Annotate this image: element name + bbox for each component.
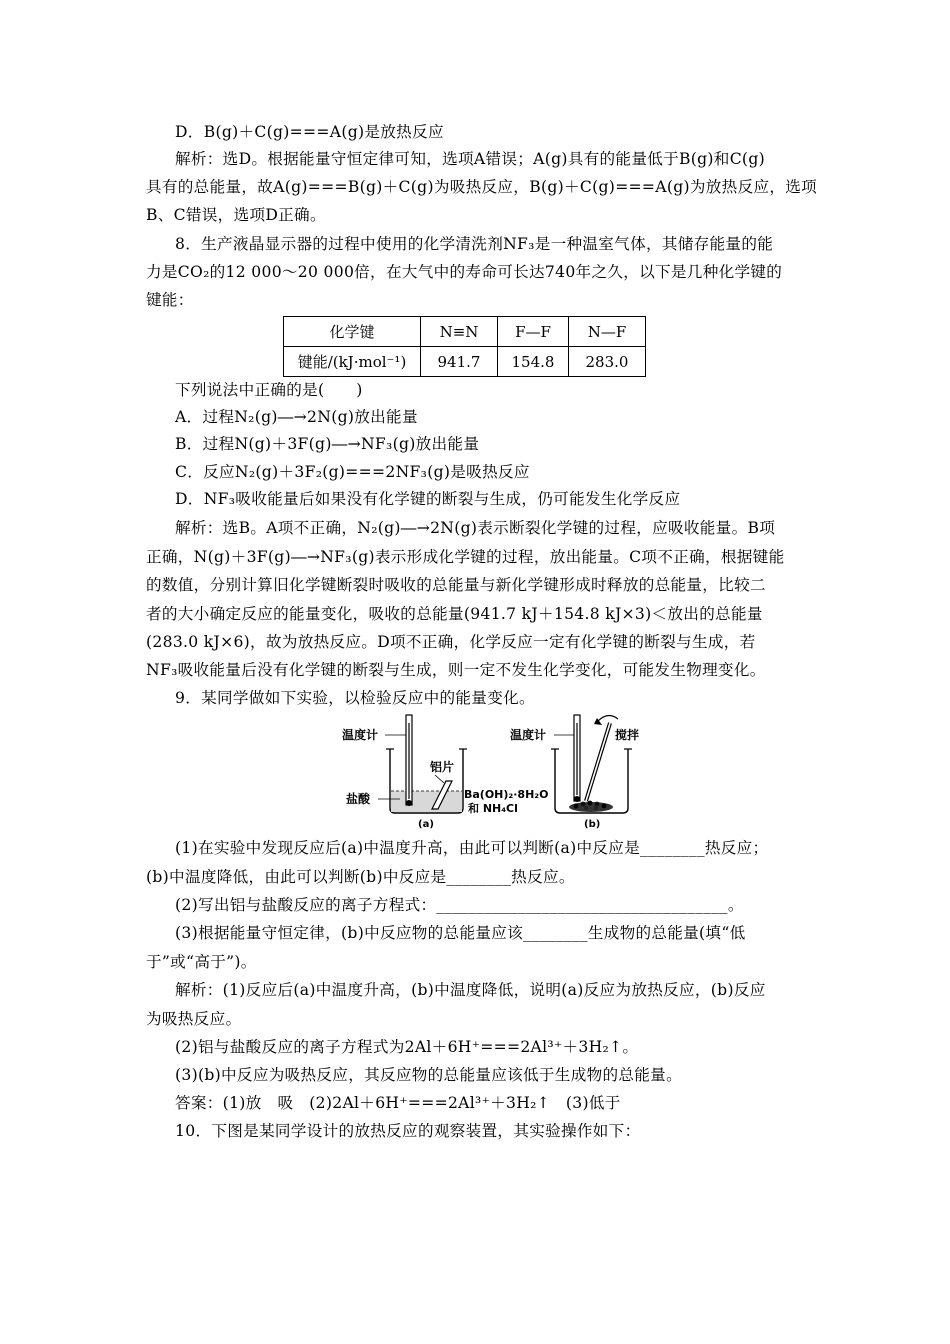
analysis-line: 正确，N(g)＋3F(g)―→NF₃(g)表示形成化学键的过程，放出能量。C项不正确，根据键能 — [146, 548, 785, 566]
label-stir: 搅拌 — [615, 728, 640, 742]
label-reagent-1: Ba(OH)₂·8H₂O — [464, 788, 549, 801]
label-aluminum-foil: 铝片 — [430, 760, 455, 774]
table-cell: F—F — [498, 317, 569, 347]
option-c: C．反应N₂(g)＋3F₂(g)===2NF₃(g)是吸热反应 — [175, 463, 530, 481]
label-thermometer-a: 温度计 — [342, 728, 379, 742]
table-cell: N—F — [569, 317, 646, 347]
analysis-line: (2)铝与盐酸反应的离子方程式为2Al＋6H⁺===2Al³⁺＋3H₂↑。 — [175, 1038, 639, 1056]
question-9-part3: (3)根据能量守恒定律，(b)中反应物的总能量应该________生成物的总能量(填“低 — [175, 924, 746, 942]
question-9-part1: (1)在实验中发现反应后(a)中温度升高，由此可以判断(a)中反应是________热反应； — [175, 839, 769, 857]
analysis-line: B、C错误，选项D正确。 — [146, 206, 326, 224]
table-cell: N≡N — [421, 317, 498, 347]
table-header-row — [284, 317, 646, 347]
caption-a: (a) — [418, 819, 434, 830]
table-row — [284, 347, 646, 377]
label-thermometer-b: 温度计 — [510, 728, 547, 742]
question-10-stem: 10．下图是某同学设计的放热反应的观察装置，其实验操作如下： — [175, 1122, 641, 1140]
stirring-rod — [586, 723, 610, 801]
analysis-line: NF₃吸收能量后没有化学键的断裂与生成，则一定不发生化学变化，可能发生物理变化。 — [146, 661, 766, 679]
analysis-line: 的数值，分别计算旧化学键断裂时吸收的总能量与新化学键形成时释放的总能量，比较二 — [146, 576, 766, 594]
option-d-line: D．B(g)＋C(g)===A(g)是放热反应 — [175, 123, 444, 141]
table-cell: 154.8 — [498, 347, 569, 377]
thermometer-a — [406, 715, 412, 806]
question-8-prompt: 下列说法中正确的是( ) — [175, 381, 363, 399]
table-cell: 941.7 — [421, 347, 498, 377]
bond-energy-table — [283, 316, 646, 377]
question-9-part2: (2)写出铝与盐酸反应的离子方程式：____________________________________。 — [175, 896, 744, 914]
thermometer-b — [574, 715, 580, 802]
option-d: D．NF₃吸收能量后如果没有化学键的断裂与生成，仍可能发生化学反应 — [175, 490, 681, 508]
beaker-b — [464, 715, 639, 830]
experiment-figure — [340, 713, 670, 833]
question-8-stem: 8．生产液晶显示器的过程中使用的化学清洗剂NF₃是一种温室气体，其储存能量的能 — [175, 235, 774, 253]
analysis-line: (3)(b)中反应为吸热反应，其反应物的总能量应该低于生成物的总能量。 — [175, 1066, 682, 1084]
table-cell: 283.0 — [569, 347, 646, 377]
question-8-stem: 键能： — [146, 291, 194, 309]
reagent-solid — [569, 801, 613, 812]
stir-arrow-icon — [598, 715, 618, 721]
analysis-line: 解析：选B。A项不正确，N₂(g)―→2N(g)表示断裂化学键的过程，应吸收能量。B项 — [175, 519, 776, 537]
option-b: B．过程N(g)＋3F(g)―→NF₃(g)放出能量 — [175, 435, 480, 453]
label-reagent-2: 和 NH₄Cl — [468, 802, 518, 815]
analysis-line: 具有的总能量，故A(g)===B(g)＋C(g)为吸热反应，B(g)＋C(g)===A(g)为放热反应，选项 — [146, 178, 818, 196]
analysis-line: (283.0 kJ×6)，故为放热反应。D项不正确，化学反应一定有化学键的断裂与生成，若 — [146, 633, 756, 651]
answer-line: 答案：(1)放 吸 (2)2Al＋6H⁺===2Al³⁺＋3H₂↑ (3)低于 — [175, 1094, 621, 1112]
option-a: A．过程N₂(g)―→2N(g)放出能量 — [175, 408, 418, 426]
analysis-line: 解析：(1)反应后(a)中温度升高，(b)中温度降低，说明(a)反应为放热反应，(b)反应 — [175, 981, 766, 999]
table-cell: 键能/(kJ·mol⁻¹) — [284, 347, 421, 377]
question-8-stem: 力是CO₂的12 000～20 000倍，在大气中的寿命可长达740年之久，以下是几种化学键的 — [146, 263, 783, 281]
caption-b: (b) — [584, 819, 601, 830]
analysis-line: 为吸热反应。 — [146, 1010, 242, 1028]
question-9-stem: 9．某同学做如下实验，以检验反应中的能量变化。 — [175, 689, 535, 707]
analysis-line: 者的大小确定反应的能量变化，吸收的总能量(941.7 kJ＋154.8 kJ×3)＜放出的总能量 — [146, 605, 763, 623]
beaker-a — [342, 715, 467, 830]
question-9-part1: (b)中温度降低，由此可以判断(b)中反应是________热反应。 — [146, 868, 575, 886]
table-cell: 化学键 — [284, 317, 421, 347]
label-hydrochloric-acid: 盐酸 — [346, 792, 371, 806]
analysis-line: 解析：选D。根据能量守恒定律可知，选项A错误；A(g)具有的能量低于B(g)和C(g) — [175, 150, 765, 168]
question-9-part3: 于”或“高于”)。 — [146, 953, 257, 971]
